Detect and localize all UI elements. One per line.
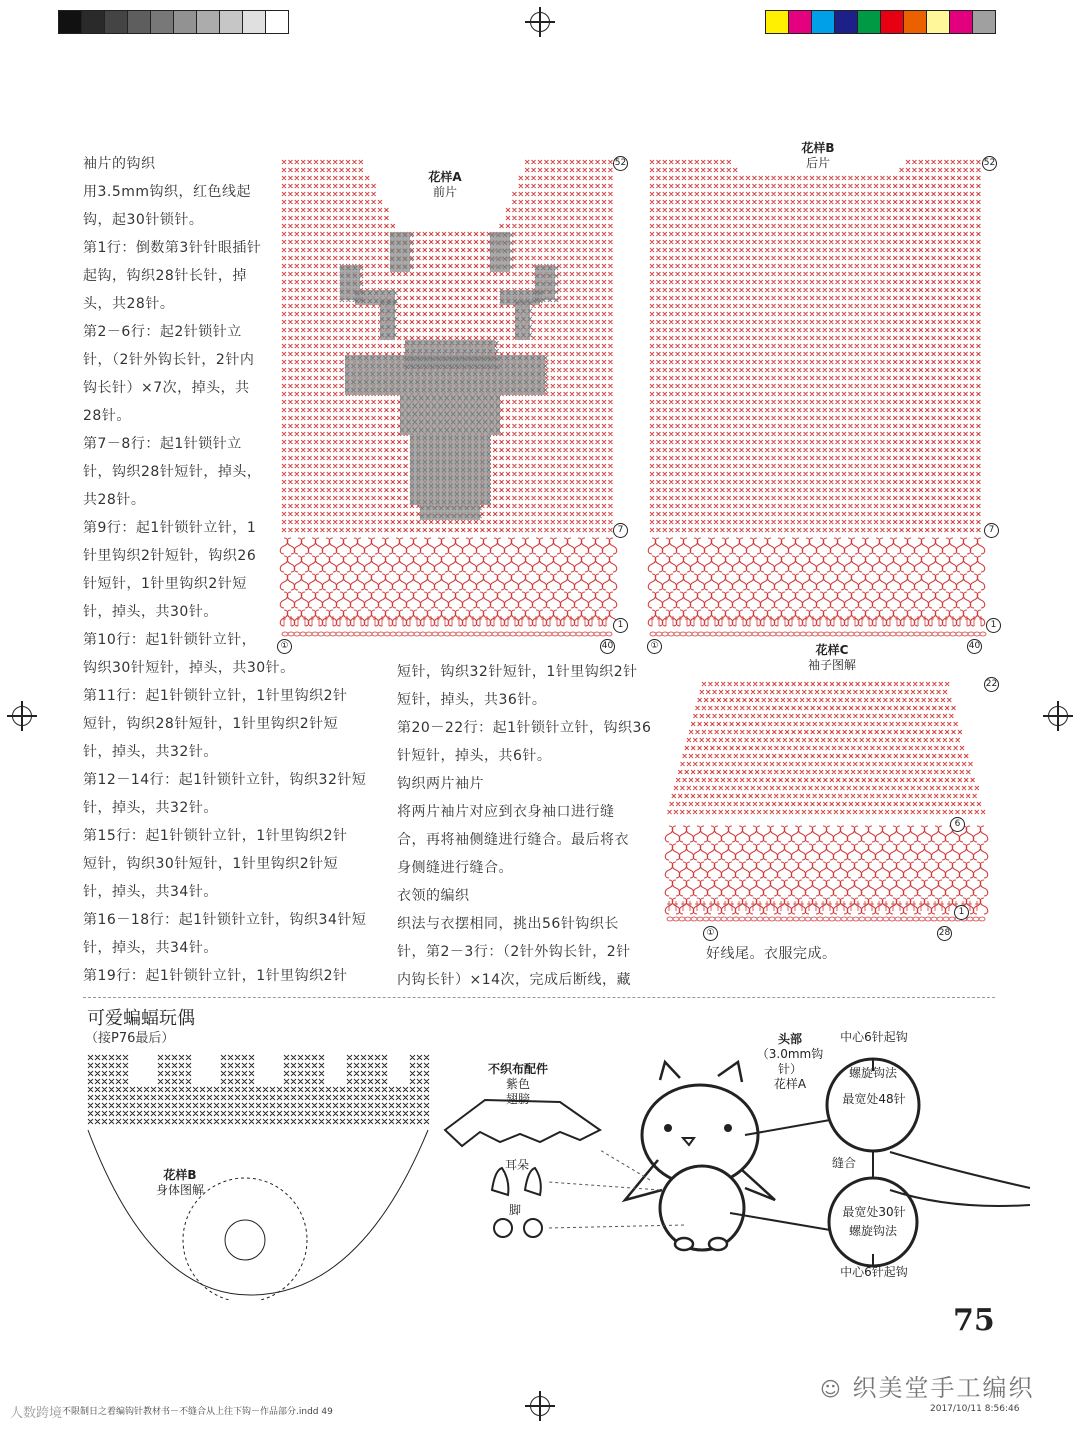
yarn-tail <box>890 1152 1030 1188</box>
mid-line-1: 短针，掉头，共36针。 <box>397 692 547 708</box>
chart-a-stitch-count: 40 <box>600 639 615 654</box>
chart-b-row-start: ① <box>647 639 662 654</box>
chart-a-row-mid: 7 <box>613 523 628 538</box>
left-line-14: 针里钩织2针短针，钩织26 <box>83 548 257 564</box>
bat-section-subtitle: （接P76最后） <box>85 1031 175 1046</box>
left-line-11: 针，钩织28针短针，掉头， <box>83 464 262 480</box>
chart-b-row-top: 52 <box>982 156 997 171</box>
felt-foot-shape-2 <box>524 1219 542 1237</box>
chart-b-row-bottom: 1 <box>986 618 1001 633</box>
ear-arrow <box>548 1182 660 1190</box>
section-divider <box>83 997 995 998</box>
chart-c-row-top: 22 <box>984 677 999 692</box>
left-line-13: 第9行：起1针锁针立针，1 <box>83 520 257 536</box>
left-line-2: 钩，起30针锁针。 <box>83 212 204 228</box>
mid-line-8: 衣领的编织 <box>397 888 470 904</box>
left-line-21: 针，掉头，共32针。 <box>83 744 218 760</box>
felt-color: 紫色 <box>505 1077 530 1091</box>
left-line-16: 针，掉头，共30针。 <box>83 604 218 620</box>
chart-a-grid <box>280 160 617 636</box>
bat-body-outline <box>88 1130 428 1295</box>
left-line-28: 针，掉头，共34针。 <box>83 940 218 956</box>
left-line-25: 短针，钩织30针短针，1针里钩织2针短 <box>83 856 339 872</box>
chart-b-title: 花样B <box>801 141 835 155</box>
chart-c-row-bottom: 1 <box>954 905 969 920</box>
left-line-10: 第7－8行：起1针锁针立 <box>83 436 242 452</box>
chart-c-title: 花样C <box>815 643 849 657</box>
left-line-20: 短针，钩织28针短针，1针里钩织2针短 <box>83 716 339 732</box>
felt-parts-label <box>478 1062 558 1107</box>
left-line-19: 第11行：起1针锁针立针，1针里钩织2针 <box>83 688 348 704</box>
bat-body-chart-title: 花样B <box>163 1168 197 1182</box>
footer-date: 2017/10/11 8:56:46 <box>930 1404 1020 1414</box>
left-line-1: 用3.5mm钩织，红色线起 <box>83 184 252 200</box>
left-line-3: 第1行：倒数第3针针眼插针 <box>83 240 262 256</box>
left-line-23: 针，掉头，共32针。 <box>83 800 218 816</box>
head-start-label: 中心6针起钩 <box>840 1030 908 1044</box>
left-line-5: 头，共28针。 <box>83 296 175 312</box>
chart-c-grid <box>665 682 988 921</box>
head-pattern: 花样A <box>773 1077 807 1091</box>
registration-mark-bottom <box>530 1396 550 1416</box>
chart-c-label <box>792 643 872 673</box>
mid-line-11: 内钩长针）×14次，完成后断线，藏 <box>397 972 632 988</box>
bat-round-center <box>225 1220 265 1260</box>
mid-line-3: 针短针，掉头，共6针。 <box>397 748 552 764</box>
body-round-diagram <box>829 1178 917 1266</box>
chart-b-stitch-count: 40 <box>967 639 982 654</box>
mid-line-7: 身侧缝进行缝合。 <box>397 860 513 876</box>
left-line-6: 第2－6行：起2针锁针立 <box>83 324 242 340</box>
chart-c-stitch-count: 28 <box>937 926 952 941</box>
chart-a-row-top: 52 <box>613 156 628 171</box>
mid-line-5: 将两片袖片对应到衣身袖口进行缝 <box>397 804 615 820</box>
footer-file-name: 不限制日之着编钩针教材书－不缝合从上往下钩－作品部分.indd 49 <box>62 1407 333 1417</box>
chart-c-row-mid: 6 <box>950 817 965 832</box>
head-label <box>745 1032 835 1092</box>
chart-b-row-mid: 7 <box>984 523 999 538</box>
mid-line-9: 织法与衣摆相同，挑出56针钩织长 <box>397 916 619 932</box>
left-line-4: 起钩，钩织28针长针，掉 <box>83 268 247 284</box>
ear-label: 耳朵 <box>504 1158 529 1172</box>
bat-body-chart-label <box>140 1168 220 1198</box>
watermark <box>820 1368 1035 1403</box>
felt-foot-shape-1 <box>494 1219 512 1237</box>
wing-label: 翅膀 <box>505 1092 530 1106</box>
body-pointer <box>730 1213 830 1230</box>
watermark-text: 织美堂手工编织 <box>852 1374 1035 1402</box>
bat-body-x-grid <box>88 1055 429 1124</box>
sew-label: 缝合 <box>831 1156 856 1170</box>
felt-parts-title: 不织布配件 <box>487 1062 548 1076</box>
body-spiral-label: 螺旋钩法 <box>848 1224 897 1238</box>
chart-a-label <box>405 170 485 200</box>
mid-line-0: 短针，钩织32针短针，1针里钩织2针 <box>397 664 638 680</box>
mid-line-6: 合，再将袖侧缝进行缝合。最后将衣 <box>397 832 629 848</box>
head-hook: （3.0mm钩针） <box>756 1047 824 1076</box>
left-line-26: 针，掉头，共34针。 <box>83 884 218 900</box>
chart-c-row-start: ① <box>703 926 718 941</box>
left-line-17: 第10行：起1针锁针立针， <box>83 632 257 648</box>
chart-b-label <box>778 141 858 171</box>
chart-b-grid <box>648 160 986 636</box>
mid-line-2: 第20－22行：起1针锁针立针，钩织36 <box>397 720 652 736</box>
bat-body-chart-subtitle: 身体图解 <box>155 1183 204 1197</box>
chart-c-subtitle: 袖子图解 <box>807 658 856 672</box>
page-number: 75 <box>953 1303 995 1338</box>
left-line-29: 第19行：起1针锁针立针，1针里钩织2针 <box>83 968 348 984</box>
wing-arrow <box>600 1150 650 1180</box>
left-line-0: 袖片的钩织 <box>83 156 156 172</box>
body-max-label: 最宽处30针 <box>842 1205 906 1219</box>
chart-a-row-bottom: 1 <box>613 618 628 633</box>
chart-b-subtitle: 后片 <box>805 156 830 170</box>
foot-label: 脚 <box>508 1203 521 1217</box>
left-line-18: 钩织30针短针，掉头，共30针。 <box>83 660 295 676</box>
chart-a-title: 花样A <box>428 170 462 184</box>
head-spiral-label: 螺旋钩法 <box>848 1066 897 1080</box>
left-line-27: 第16－18行：起1针锁针立针，钩织34针短 <box>83 912 367 928</box>
instructions-end: 好线尾。衣服完成。 <box>706 946 837 962</box>
bat-section-title: 可爱蝙蝠玩偶 <box>87 1008 195 1029</box>
head-max-label: 最宽处48针 <box>842 1092 906 1106</box>
left-line-22: 第12－14行：起1针锁针立针，钩织32针短 <box>83 772 367 788</box>
wechat-icon: ☺ <box>820 1377 843 1401</box>
head-title: 头部 <box>777 1032 802 1046</box>
left-line-24: 第15行：起1针锁针立针，1针里钩织2针 <box>83 828 348 844</box>
body-start-label: 中心6针起钩 <box>840 1265 908 1279</box>
left-line-12: 共28针。 <box>83 492 146 508</box>
left-line-9: 28针。 <box>83 408 131 424</box>
left-line-8: 钩长针）×7次，掉头，共 <box>83 380 250 396</box>
mid-line-4: 钩织两片袖片 <box>397 776 484 792</box>
left-line-7: 针，（2针外钩长针，2针内 <box>83 352 255 368</box>
chart-a-subtitle: 前片 <box>432 185 457 199</box>
left-line-15: 针短针，1针里钩织2针短 <box>83 576 247 592</box>
watermark-left: 人数跨境 <box>10 1406 63 1421</box>
mid-line-10: 针，第2－3行：（2针外钩长针，2针 <box>397 944 631 960</box>
chart-a-row-start: ① <box>277 639 292 654</box>
